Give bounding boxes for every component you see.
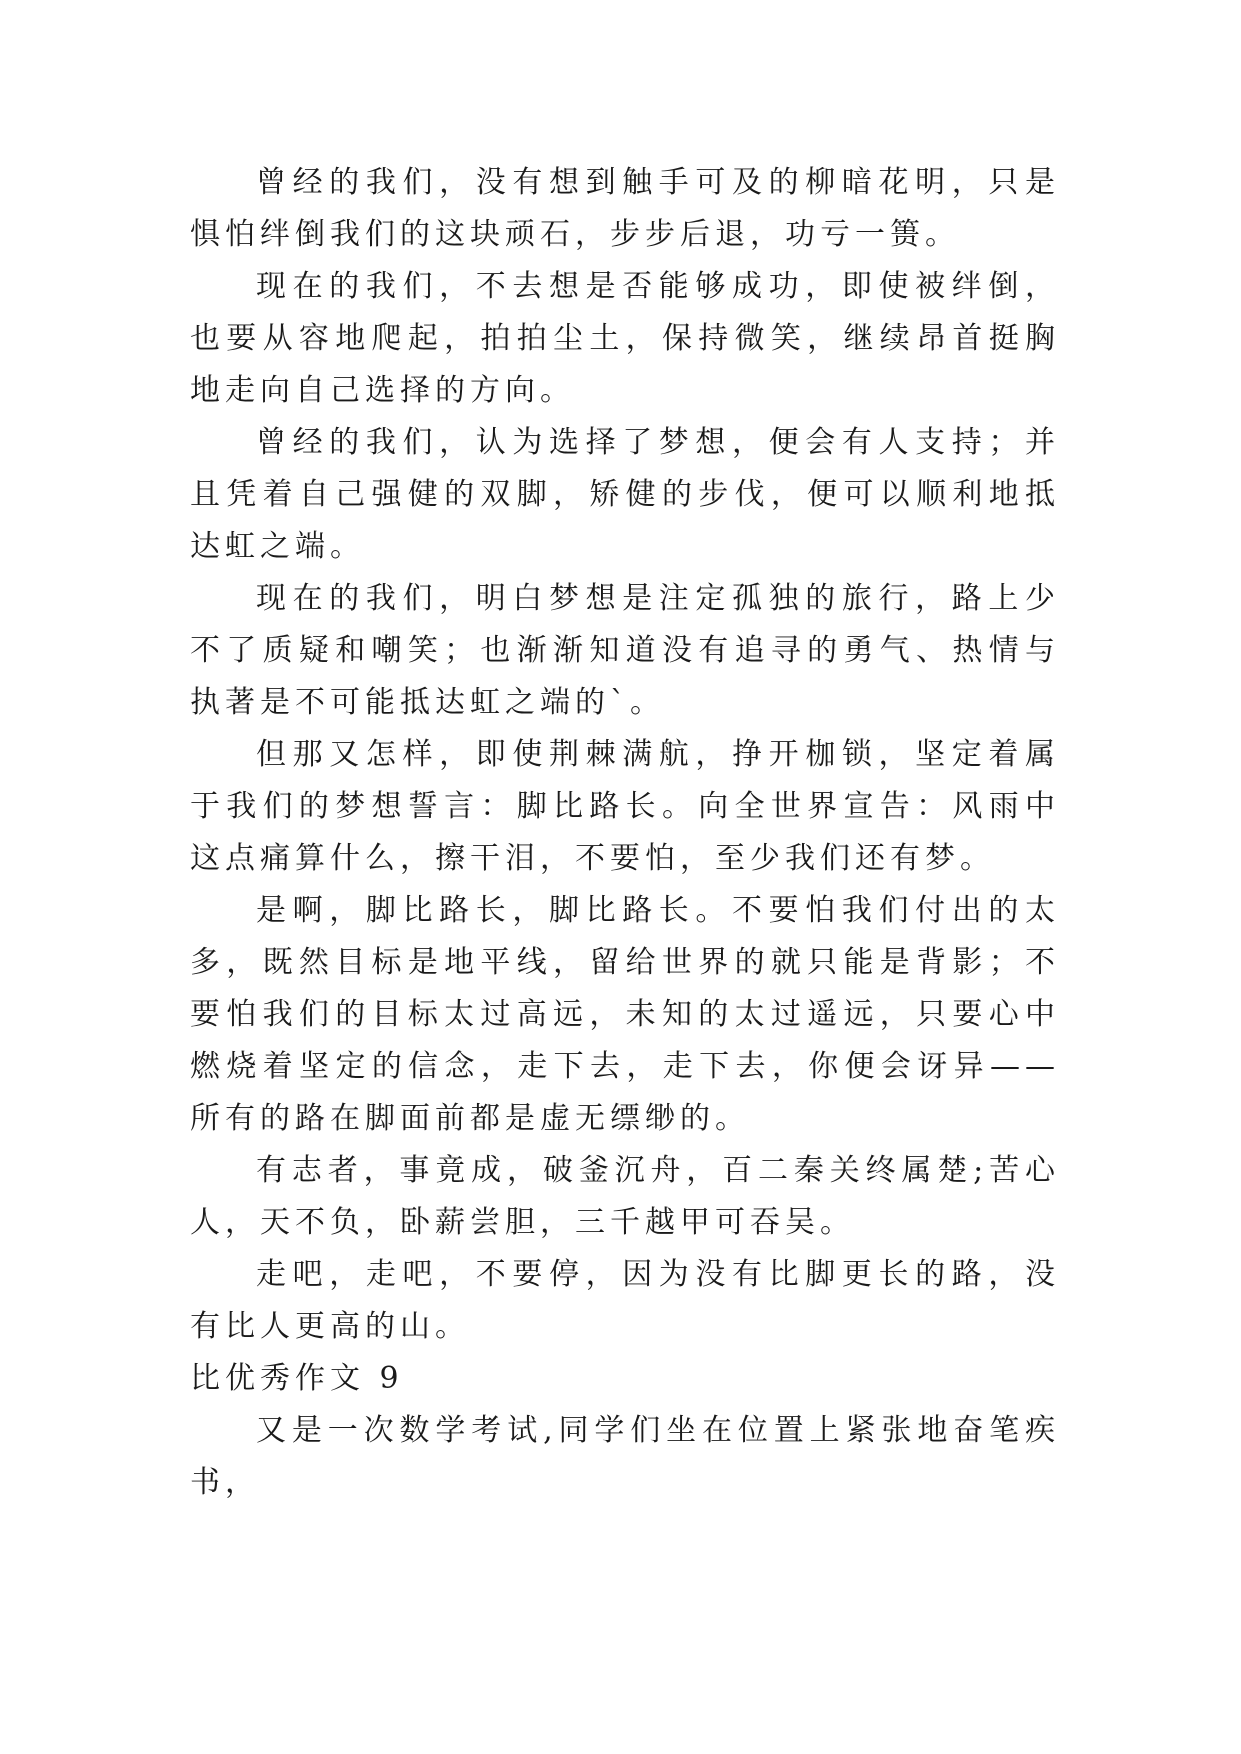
paragraph-3: 曾经的我们，认为选择了梦想，便会有人支持；并且凭着自己强健的双脚，矫健的步伐，便可以顺利地抵达虹之端。: [190, 425, 1060, 564]
paragraph-8: 走吧，走吧，不要停，因为没有比脚更长的路，没有比人更高的山。: [190, 1257, 1060, 1344]
document-body: [190, 157, 1060, 1509]
paragraph-4: 现在的我们，明白梦想是注定孤独的旅行，路上少不了质疑和嘲笑；也渐渐知道没有追寻的勇气、热情与执著是不可能抵达虹之端的`。: [190, 581, 1060, 720]
paragraph-5: 但那又怎样，即使荆棘满航，挣开枷锁，坚定着属于我们的梦想誓言：脚比路长。向全世界宣告：风雨中这点痛算什么，擦干泪，不要怕，至少我们还有梦。: [190, 737, 1060, 876]
paragraph-2: 现在的我们，不去想是否能够成功，即使被绊倒，也要从容地爬起，拍拍尘土，保持微笑，继续昂首挺胸地走向自己选择的方向。: [190, 269, 1060, 408]
essay-heading: 比优秀作文 9: [190, 1361, 404, 1396]
paragraph-9: 又是一次数学考试,同学们坐在位置上紧张地奋笔疾书，: [190, 1413, 1060, 1500]
paragraph-1: 曾经的我们，没有想到触手可及的柳暗花明，只是惧怕绊倒我们的这块顽石，步步后退，功亏一篑。: [190, 165, 1060, 252]
paragraph-7: 有志者，事竟成，破釜沉舟，百二秦关终属楚;苦心人，天不负，卧薪尝胆，三千越甲可吞吴。: [190, 1153, 1060, 1240]
paragraph-6: 是啊，脚比路长，脚比路长。不要怕我们付出的太多，既然目标是地平线，留给世界的就只能是背影；不要怕我们的目标太过高远，未知的太过遥远，只要心中燃烧着坚定的信念，走下去，走下去，你便会讶异——所有的路在脚面前都是虚无缥缈的。: [190, 893, 1060, 1136]
